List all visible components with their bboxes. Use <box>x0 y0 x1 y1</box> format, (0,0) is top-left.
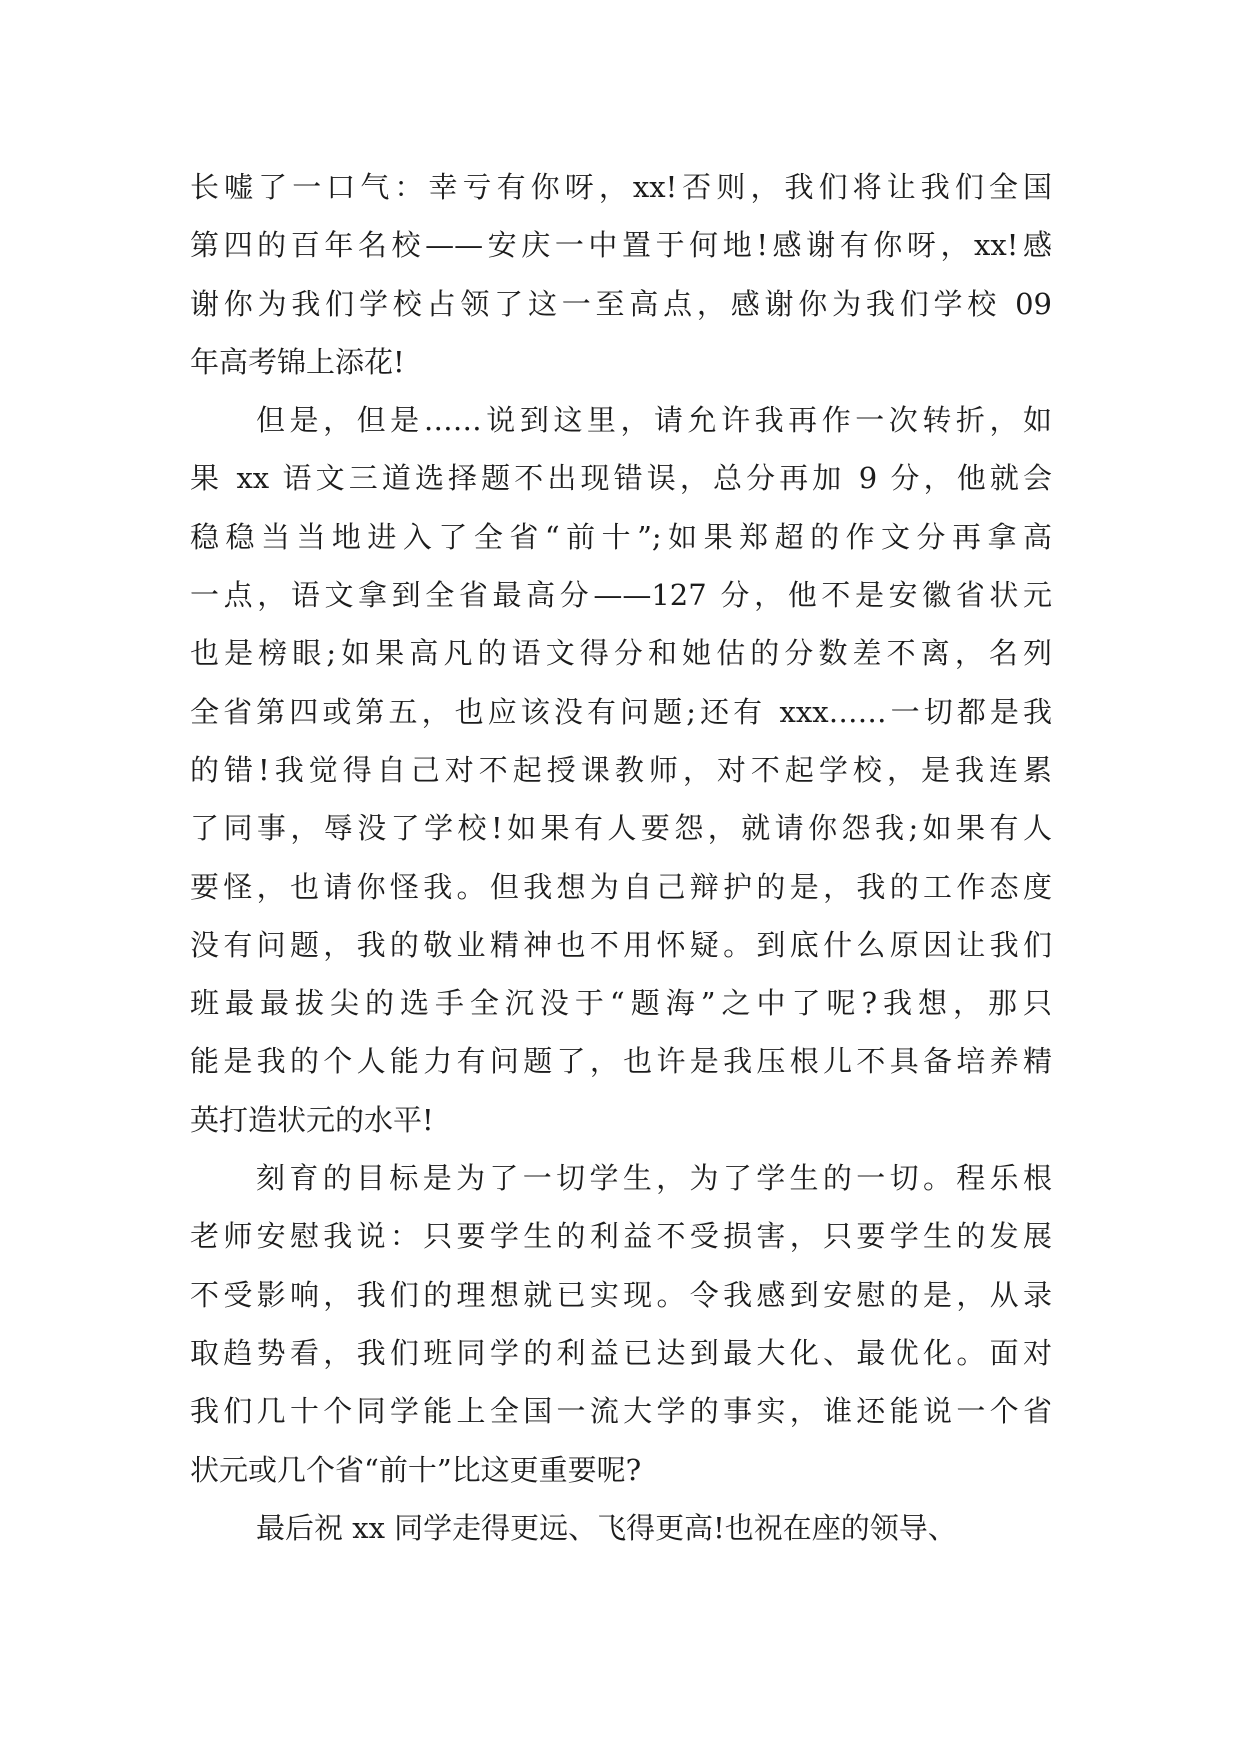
text-line: 刻育的目标是为了一切学生，为了学生的一切。程乐根 <box>256 1161 1052 1196</box>
text-line: 第四的百年名校——安庆一中置于何地!感谢有你呀，xx!感 <box>190 228 1052 263</box>
text-line: 也是榜眼;如果高凡的语文得分和她估的分数差不离，名列 <box>190 636 1052 671</box>
text-line: 我们几十个同学能上全国一流大学的事实，谁还能说一个省 <box>190 1394 1052 1429</box>
text-line: 取趋势看，我们班同学的利益已达到最大化、最优化。面对 <box>190 1335 1052 1370</box>
text-line: 全省第四或第五，也应该没有问题;还有 xxx……一切都是我 <box>190 694 1052 729</box>
text-line: 长嘘了一口气：幸亏有你呀，xx!否则，我们将让我们全国 <box>190 170 1052 204</box>
text-line: 稳稳当当地进入了全省“前十”;如果郑超的作文分再拿高 <box>190 519 1052 554</box>
text-line: 了同事，辱没了学校!如果有人要怨，就请你怨我;如果有人 <box>190 811 1052 846</box>
text-line: 英打造状元的水平! <box>190 1102 434 1137</box>
text-line: 状元或几个省“前十”比这更重要呢? <box>190 1452 642 1487</box>
paragraph-4 <box>190 1499 1052 1557</box>
text-line: 的错!我觉得自己对不起授课教师，对不起学校，是我连累 <box>190 752 1052 787</box>
text-line: 能是我的个人能力有问题了，也许是我压根儿不具备培养精 <box>190 1044 1052 1079</box>
paragraph-3 <box>190 1149 1052 1499</box>
text-line: 不受影响，我们的理想就已实现。令我感到安慰的是，从录 <box>190 1277 1052 1312</box>
text-line: 谢你为我们学校占领了这一至高点，感谢你为我们学校 09 <box>190 286 1052 321</box>
text-line: 没有问题，我的敬业精神也不用怀疑。到底什么原因让我们 <box>190 927 1052 962</box>
text-line: 要怪，也请你怪我。但我想为自己辩护的是，我的工作态度 <box>190 869 1052 904</box>
text-line: 班最最拔尖的选手全沉没于“题海”之中了呢?我想，那只 <box>190 986 1052 1021</box>
text-line: 最后祝 xx 同学走得更远、飞得更高!也祝在座的领导、 <box>256 1510 957 1545</box>
paragraph-1 <box>190 158 1052 391</box>
text-line: 但是，但是……说到这里，请允许我再作一次转折，如 <box>256 403 1052 438</box>
text-line: 老师安慰我说：只要学生的利益不受损害，只要学生的发展 <box>190 1219 1052 1254</box>
text-line: 果 xx 语文三道选择题不出现错误，总分再加 9 分，他就会 <box>190 461 1052 496</box>
text-line: 一点，语文拿到全省最高分——127 分，他不是安徽省状元 <box>190 578 1052 613</box>
document-body <box>190 158 1052 1557</box>
text-line: 年高考锦上添花! <box>190 344 405 379</box>
paragraph-2 <box>190 391 1052 1149</box>
